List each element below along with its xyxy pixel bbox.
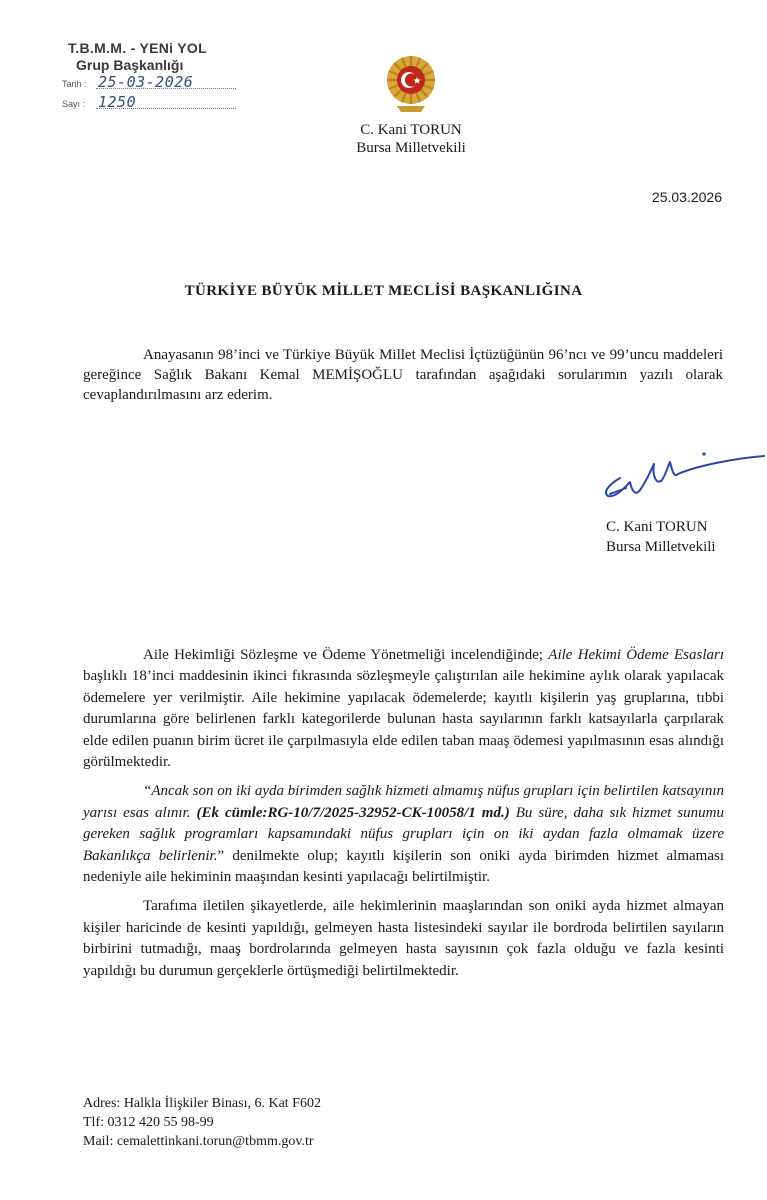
p1-regulation-title: Aile Hekimi Ödeme Esasları [548, 647, 724, 663]
question-body [83, 645, 724, 990]
contact-footer [83, 1094, 321, 1151]
body-paragraph-1 [83, 645, 724, 773]
sender-name: C. Kani TORUN [360, 122, 462, 138]
body-paragraph-3: Tarafıma iletilen şikayetlerde, aile hekimlerinin maaşlarından son oniki ayda hizmet almayan kişiler haricinde de kesinti yapıldığı, gelmeyen hasta listesindeki sayılar ile bordroda belirtilen sayıların birbirini tutmadığı, maaş bordrolarında gelmeyen hasta sayısının çok fazla olduğu ve fazla kesinti yapıldığı bu durumun gerçeklerle örtüşmediği belirtilmektedir. [83, 898, 724, 979]
stamp-date-label: Tarih : [62, 79, 87, 89]
p1-text-c: başlıklı 18’inci maddesinin ikinci fıkrasında sözleşmeyle çalıştırılan aile hekimine aylık olarak yapılacak ödemelere yer verilmiştir. Aile hekimine yapılacak ödemelerde; kayıtlı kişilerin yaş gruplarına, tıbbi durumlarına göre belirlenen farklı kategorilerde bulunan hasta sayılarının farklı katsayılarla çarpılarak elde edilen puanın birim ücret ile çarpılmasıyla elde edilen taban maaş ödemesi yapılmasının esas alındığı görülmektedir. [83, 668, 724, 771]
signer-title: Bursa Milletvekili [606, 539, 716, 555]
footer-mail: Mail: cemalettinkani.torun@tbmm.gov.tr [83, 1134, 314, 1149]
stamp-date-value: 25-03-2026 [98, 73, 194, 91]
document-date: 25.03.2026 [651, 189, 722, 205]
stamp-number-value: 1250 [98, 93, 137, 111]
footer-phone: Tlf: 0312 420 55 98-99 [83, 1115, 214, 1130]
body-paragraph-2 [83, 781, 724, 888]
footer-address: Adres: Halkla İlişkiler Binası, 6. Kat F602 [83, 1096, 321, 1111]
stamp-date-row [58, 73, 248, 93]
sender-title: Bursa Milletvekili [356, 140, 466, 156]
emblem-base [397, 106, 425, 112]
stamp-number-label: Sayı : [62, 99, 86, 109]
signer-name: C. Kani TORUN [606, 519, 708, 535]
p2-quote-a: “Ancak son on iki ayda birimden sağlık hizmeti almamış nüfus grupları için belirtilen katsayının yarısı esas alınır. [83, 783, 724, 821]
tbmm-emblem-icon [383, 52, 439, 116]
signature-icon [596, 444, 766, 506]
p2-text-d: ” denilmekte olup; kayıtlı kişilerin son oniki ayda birimden hizmet almaması nedeniyle aile hekiminin maaşından kesinti yapılacağı belirtilmiştir. [83, 847, 724, 886]
intro-text: Anayasanın 98’inci ve Türkiye Büyük Millet Meclisi İçtüzüğünün 96’ncı ve 99’uncu maddeleri gereğince Sağlık Bakanı Kemal MEMİŞOĞLU tarafından aşağıdaki sorularımın yazılı olarak cevaplandırılmasını arz ederim. [83, 347, 723, 403]
p1-text-a: Aile Hekimliği Sözleşme ve Ödeme Yönetmeliği incelendiğinde; [143, 647, 549, 663]
receiving-stamp [58, 40, 248, 113]
signer-block [606, 517, 716, 557]
p2-quote-c: Bu süre, daha sık hizmet sunumu gereken sağlık programları kapsamındaki nüfus grupları için on iki aydan fazla olmamak üzere Bakanlıkça belirlenir. [83, 804, 724, 864]
addressee-heading: TÜRKİYE BÜYÜK MİLLET MECLİSİ BAŞKANLIĞINA [184, 283, 583, 299]
stamp-org: T.B.M.M. - YENi YOL [68, 40, 207, 56]
stamp-number-row [58, 93, 248, 113]
stamp-unit: Grup Başkanlığı [76, 57, 184, 73]
p2-amendment-ref: (Ek cümle:RG-10/7/2025-32952-CK-10058/1 md.) [196, 804, 510, 821]
intro-paragraph [83, 345, 723, 405]
